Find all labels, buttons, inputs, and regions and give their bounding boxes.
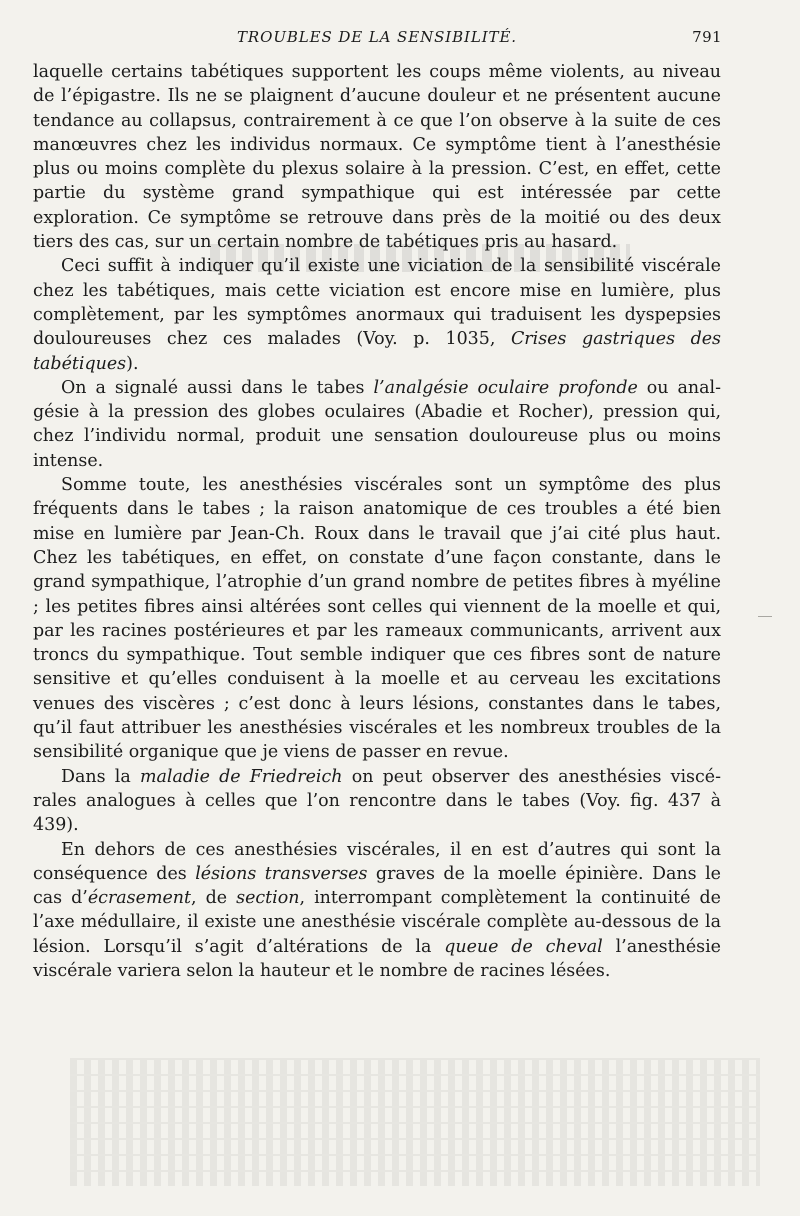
paragraph-5 bbox=[33, 765, 721, 838]
paragraph-3-italic-term: l’analgésie oculaire profonde bbox=[373, 377, 638, 398]
paragraph-4-text: Somme toute, les anesthésies viscérales sont un symptôme des plus fréquents dans le tabes ; la raison anatomique de ces troubles a été bien mise en lumière par Jean-Ch. Roux dans le travail que j’ai cité plus haut. Chez les tabétiques, en effet, on constate d’une façon constante, dans le grand sympathique, l’atrophie d’un grand nombre de petites fibres à myéline ; les petites fibres ainsi altérées sont celles qui viennent de la moelle et qui, par les racines postérieures et par les rameaux communicants, arrivent aux troncs du sympathique. Tout semble indiquer que ces fibres sont de nature sensitive et qu’elles conduisent à la moelle et au cerveau les excitations venues des viscères ; c’est donc à leurs lésions, constantes dans le tabes, qu’il faut attribuer les anesthésies viscérales et les nombreux troubles de la sensibilité organique que je viens de passer en revue. bbox=[33, 475, 721, 763]
paragraph-6-italic-term-b: écrasement bbox=[87, 888, 192, 909]
paragraph-1 bbox=[33, 60, 721, 254]
show-through-text-lower bbox=[70, 1058, 760, 1186]
paragraph-4 bbox=[33, 473, 721, 765]
paragraph-5-italic-term: maladie de Friedreich bbox=[139, 766, 343, 787]
running-head bbox=[36, 28, 722, 52]
paragraph-2-italic-reference: Crises gastriques des tabétiques bbox=[33, 329, 722, 374]
paragraph-5-text-a: Dans la bbox=[61, 766, 140, 787]
page-number: 791 bbox=[692, 28, 722, 46]
paragraph-6-text-c: , de bbox=[191, 888, 237, 909]
paragraph-1-text: laquelle certains tabétiques supportent les coups même violents, au niveau de l’épigastre. Ils ne se plaignent d’aucune douleur et ne présentent aucune tendance au collapsus, contrairement à ce que l’on observe à la suite de ces manœuvres chez les individus normaux. Ce symptôme tient à l’anesthésie plus ou moins complète du plexus solaire à la pression. C’est, en effet, cette partie du système grand sympathique qui est intéressée par cette exploration. Ce symptôme se retrouve dans près de la moitié ou des deux tiers des cas, sur un certain nombre de tabétiques pris au hasard. bbox=[33, 62, 721, 253]
paragraph-3-text-b: ou analgésie à la pression des globes oculaires (Abadie et Rocher), pression qui, chez l’individu normal, produit une sensation douloureuse plus ou moins intense. bbox=[33, 377, 721, 471]
paragraph-6-text-a: En dehors de ces anesthésies viscérales, il en est d’autres qui sont la conséquence des bbox=[33, 839, 721, 884]
paragraph-6-italic-term-d: queue de cheval bbox=[444, 936, 603, 957]
paragraph-3-text-a: On a signalé aussi dans le tabes bbox=[61, 377, 374, 398]
paragraph-2 bbox=[33, 254, 721, 375]
paragraph-3 bbox=[33, 376, 721, 473]
paragraph-6-text-b: graves de la moelle épinière. Dans le cas d’ bbox=[33, 863, 721, 909]
margin-mark bbox=[758, 616, 772, 617]
paragraph-6-italic-term-c: section bbox=[236, 888, 300, 909]
paragraph-6-text-d: , interrompant complètement la continuité de l’axe médullaire, il existe une anesthésie viscérale complète au-dessous de la lésion. Lorsqu’il s’agit d’altérations de la bbox=[33, 888, 721, 957]
paragraph-2-text-b: ). bbox=[126, 353, 139, 374]
paragraph-5-text-b: on peut observer des anesthésies viscérales analogues à celles que l’on rencontre dans le tabes (Voy. fig. 437 à 439). bbox=[33, 766, 721, 836]
main-text bbox=[33, 60, 721, 983]
running-title: TROUBLES DE LA SENSIBILITÉ. bbox=[237, 28, 517, 46]
paragraph-6-text-e: l’anesthésie viscérale variera selon la hauteur et le nombre de racines lésées. bbox=[33, 936, 721, 981]
paragraph-6-italic-term-a: lésions transverses bbox=[195, 863, 368, 884]
paragraph-2-text-a: Ceci suffit à indiquer qu’il existe une viciation de la sensibilité viscérale chez les tabétiques, mais cette viciation est encore mise en lumière, plus complètement, par les symptômes anormaux qui traduisent les dyspepsies douloureuses chez ces malades (Voy. p. 1035, bbox=[33, 256, 721, 350]
paragraph-6 bbox=[33, 838, 721, 984]
